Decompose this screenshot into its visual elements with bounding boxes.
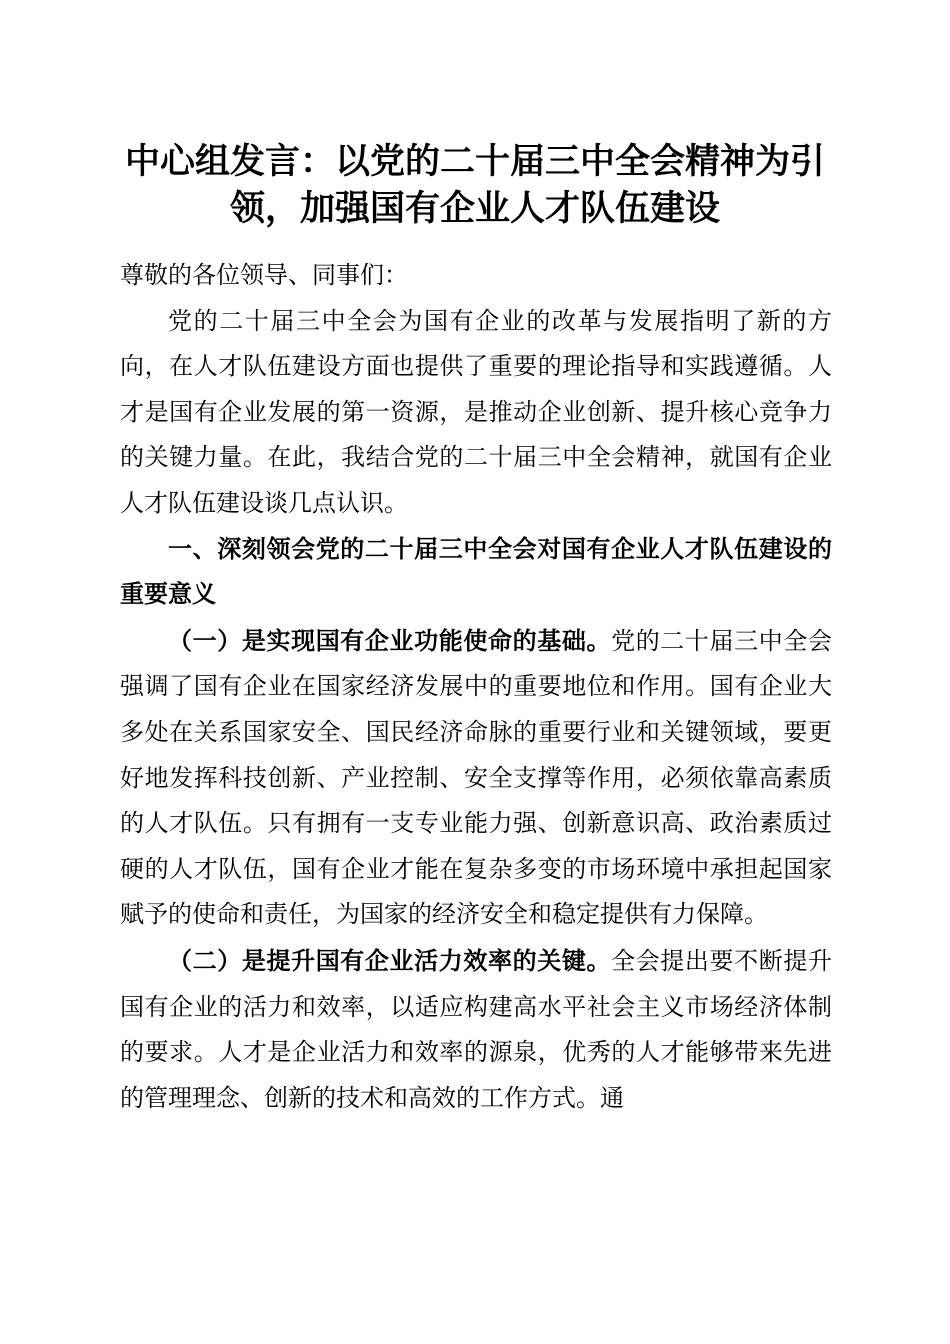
point-1-text: 党的二十届三中全会强调了国有企业在国家经济发展中的重要地位和作用。国有企业大多处在关系国家安全、国民经济命脉的重要行业和关键领域，要更好地发挥科技创新、产业控制、安全支撑等作用，必须依靠高素质的人才队伍。只有拥有一支专业能力强、创新意识高、政治素质过硬的人才队伍，国有企业才能在复杂多变的市场环境中承担起国家赋予的使命和责任，为国家的经济安全和稳定提供有力保障。 (120, 626, 833, 929)
title-line-1: 中心组发言：以党的二十届三中全会精神为引 (124, 141, 825, 182)
document-body (120, 253, 832, 1121)
point-2-lead: （二）是提升国有企业活力效率的关键。 (168, 945, 612, 975)
salutation: 尊敬的各位领导、同事们： (120, 261, 408, 289)
section-1-heading: 一、深刻领会党的二十届三中全会对国有企业人才队伍建设的重要意义 (120, 534, 832, 609)
document-title (100, 138, 850, 232)
point-2-paragraph (120, 938, 832, 1121)
point-2-text: 全会提出要不断提升国有企业的活力和效率，以适应构建高水平社会主义市场经济体制的要求。人才是企业活力和效率的源泉，优秀的人才能够带来先进的管理理念、创新的技术和高效的工作方式。通 (120, 946, 833, 1112)
point-1-paragraph (120, 618, 832, 938)
intro-paragraph: 党的二十届三中全会为国有企业的改革与发展指明了新的方向，在人才队伍建设方面也提供了重要的理论指导和实践遵循。人才是国有企业发展的第一资源，是推动企业创新、提升核心竞争力的关键力量。在此，我结合党的二十届三中全会精神，就国有企业人才队伍建设谈几点认识。 (120, 306, 832, 517)
point-1-lead: （一）是实现国有企业功能使命的基础。 (168, 625, 612, 655)
title-line-2: 领，加强国有企业人才队伍建设 (229, 188, 720, 229)
